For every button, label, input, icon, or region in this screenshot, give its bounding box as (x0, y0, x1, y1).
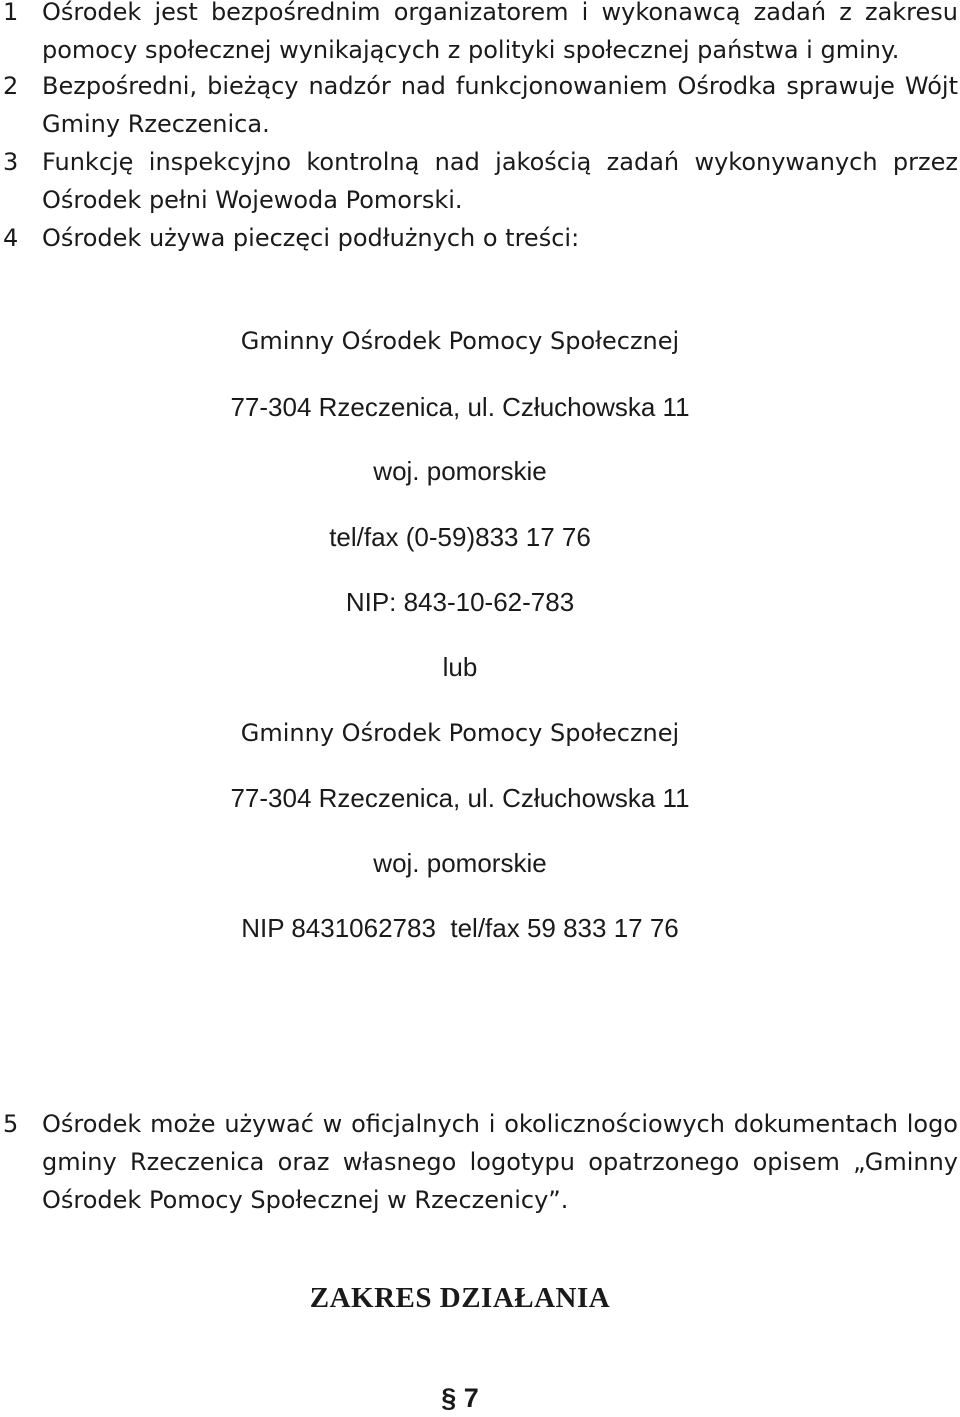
list-item-1 (0, 0, 958, 69)
stamp-separator: lub (442, 652, 478, 682)
stamp-1-nip: NIP: 843-10-62-783 (345, 587, 575, 617)
list-item-text: Bezpośredni, bieżący nadzór nad funkcjonowaniem Ośrodka sprawuje Wójt Gminy Rzeczenica. (42, 72, 958, 138)
list-item-number: 3 (3, 148, 19, 176)
stamp-1-address: 77-304 Rzeczenica, ul. Człuchowska 11 (230, 392, 690, 422)
list-item-2 (0, 67, 958, 143)
list-item-number: 1 (3, 0, 19, 26)
stamp-2-name: Gminny Ośrodek Pomocy Społecznej (240, 719, 680, 747)
list-item-number: 4 (3, 224, 19, 252)
section-heading: ZAKRES DZIAŁANIA (309, 1282, 611, 1314)
stamp-1-region: woj. pomorskie (373, 456, 547, 486)
list-item-text: Ośrodek używa pieczęci podłużnych o treści: (42, 224, 580, 252)
stamp-1-name: Gminny Ośrodek Pomocy Społecznej (240, 327, 680, 355)
stamp-1-phone: tel/fax (0-59)833 17 76 (329, 522, 591, 552)
list-item-3 (0, 143, 958, 219)
stamp-2-nip-phone: NIP 8431062783 tel/fax 59 833 17 76 (241, 913, 679, 943)
list-item-4 (0, 219, 958, 257)
list-item-text: Ośrodek może używać w oficjalnych i okolicznościowych dokumentach logo gminy Rzeczenica oraz własnego logotypu opatrzonego opisem „Gminny Ośrodek Pomocy Społecznej w Rzeczenicy”. (42, 1110, 958, 1214)
list-item-text: Ośrodek jest bezpośrednim organizatorem i wykonawcą zadań z zakresu pomocy społecznej wynikających z polityki społecznej państwa i gminy. (42, 0, 958, 64)
stamp-2-address: 77-304 Rzeczenica, ul. Człuchowska 11 (230, 783, 690, 813)
list-item-text: Funkcję inspekcyjno kontrolną nad jakością zadań wykonywanych przez Ośrodek pełni Wojewoda Pomorski. (42, 148, 958, 214)
list-item-5 (0, 1105, 958, 1219)
list-item-number: 5 (3, 1110, 19, 1138)
list-item-number: 2 (3, 72, 19, 100)
stamp-2-region: woj. pomorskie (373, 848, 547, 878)
paragraph-number: § 7 (441, 1383, 479, 1413)
